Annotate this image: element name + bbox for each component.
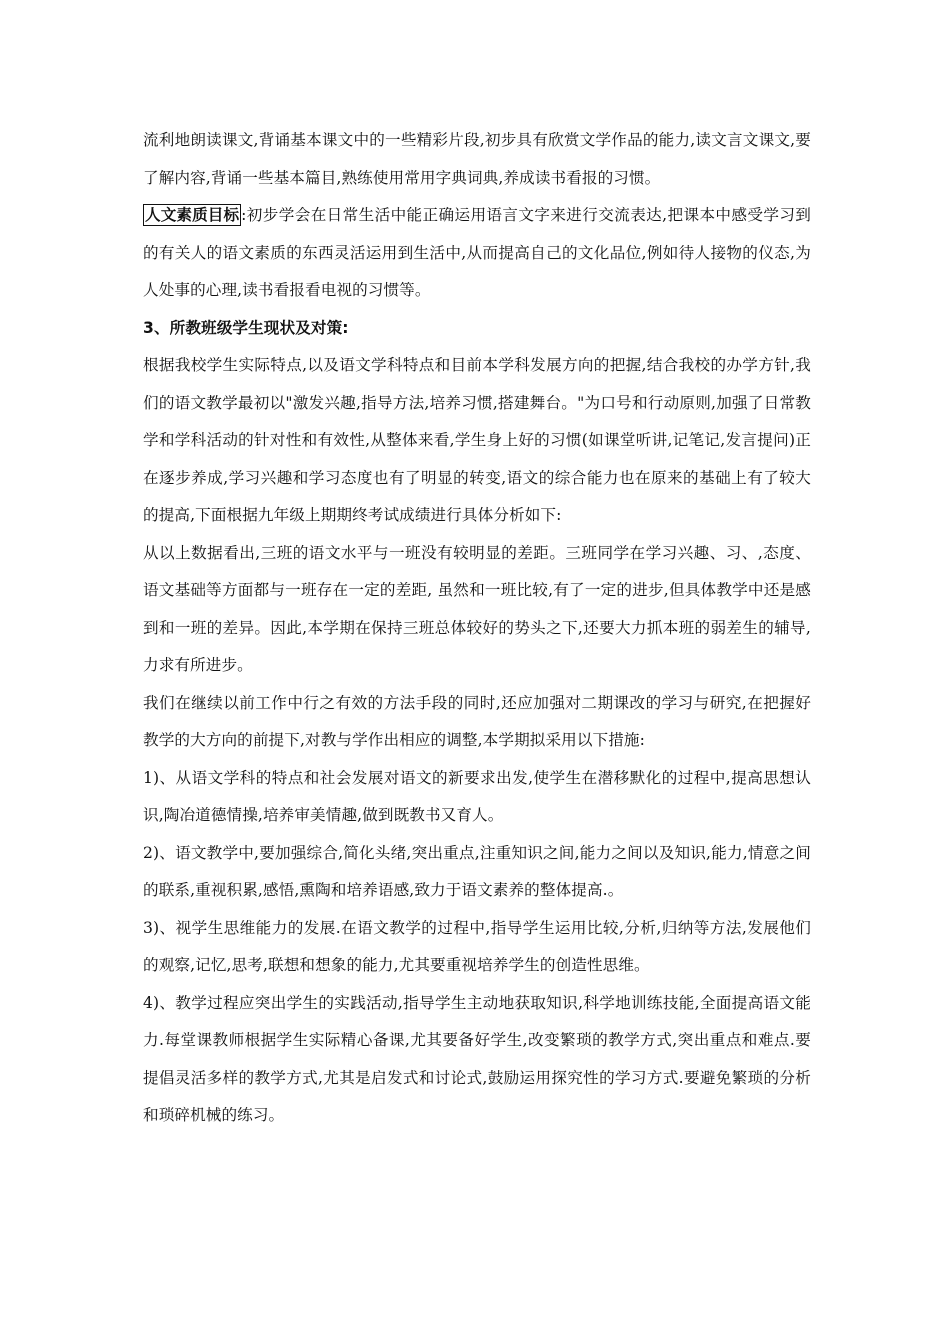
section-heading-student-status: 3、所教班级学生现状及对策: <box>143 318 349 337</box>
paragraph-reading-goals: 流利地朗读课文,背诵基本课文中的一些精彩片段,初步具有欣赏文学作品的能力,读文言文课文,要了解内容,背诵一些基本篇目,熟练使用常用字典词典,养成读书看报的习惯。 <box>143 131 811 187</box>
document-body <box>143 122 811 1135</box>
paragraph-measures-intro: 我们在继续以前工作中行之有效的方法手段的同时,还应加强对二期课改的学习与研究,在把握好教学的大方向的前提下,对教与学作出相应的调整,本学期拟采用以下措施: <box>143 693 811 749</box>
measure-item-1: 1)、从语文学科的特点和社会发展对语文的新要求出发,使学生在潜移默化的过程中,提高思想认识,陶冶道德情操,培养审美情趣,做到既教书又育人。 <box>143 768 811 824</box>
measure-item-2: 2)、语文教学中,要加强综合,简化头绪,突出重点,注重知识之间,能力之间以及知识,能力,情意之间的联系,重视积累,感悟,熏陶和培养语感,致力于语文素养的整体提高.。 <box>143 843 811 899</box>
measure-item-3: 3)、视学生思维能力的发展.在语文教学的过程中,指导学生运用比较,分析,归纳等方法,发展他们的观察,记忆,思考,联想和想象的能力,尤其要重视培养学生的创造性思维。 <box>143 918 811 974</box>
humanities-goal-text: :初步学会在日常生活中能正确运用语言文字来进行交流表达,把课本中感受学习到的有关人的语文素质的东西灵活运用到生活中,从而提高自己的文化品位,例如待人接物的仪态,为人处事的心理,读书看报看电视的习惯等。 <box>143 206 811 299</box>
paragraph-class-comparison: 从以上数据看出,三班的语文水平与一班没有较明显的差距。三班同学在学习兴趣、习、,态度、语文基础等方面都与一班存在一定的差距, 虽然和一班比较,有了一定的进步,但具体教学中还是感到和一班的差异。因此,本学期在保持三班总体较好的势头之下,还要大力抓本班的弱差生的辅导,力求有所进步。 <box>143 543 811 674</box>
paragraph-school-approach: 根据我校学生实际特点,以及语文学科特点和目前本学科发展方向的把握,结合我校的办学方针,我们的语文教学最初以"激发兴趣,指导方法,培养习惯,搭建舞台。"为口号和行动原则,加强了日常教学和学科活动的针对性和有效性,从整体来看,学生身上好的习惯(如课堂听讲,记笔记,发言提问)正在逐步养成,学习兴趣和学习态度也有了明显的转变,语文的综合能力也在原来的基础上有了较大的提高,下面根据九年级上期期终考试成绩进行具体分析如下: <box>143 356 811 524</box>
measure-item-4: 4)、教学过程应突出学生的实践活动,指导学生主动地获取知识,科学地训练技能,全面提高语文能力.每堂课教师根据学生实际精心备课,尤其要备好学生,改变繁琐的教学方式,突出重点和难点.要提倡灵活多样的教学方式,尤其是启发式和讨论式,鼓励运用探究性的学习方式.要避免繁琐的分析和琐碎机械的练习。 <box>143 993 811 1124</box>
paragraph-humanities-goal <box>143 197 811 310</box>
humanities-goal-label: 人文素质目标 <box>145 206 240 224</box>
